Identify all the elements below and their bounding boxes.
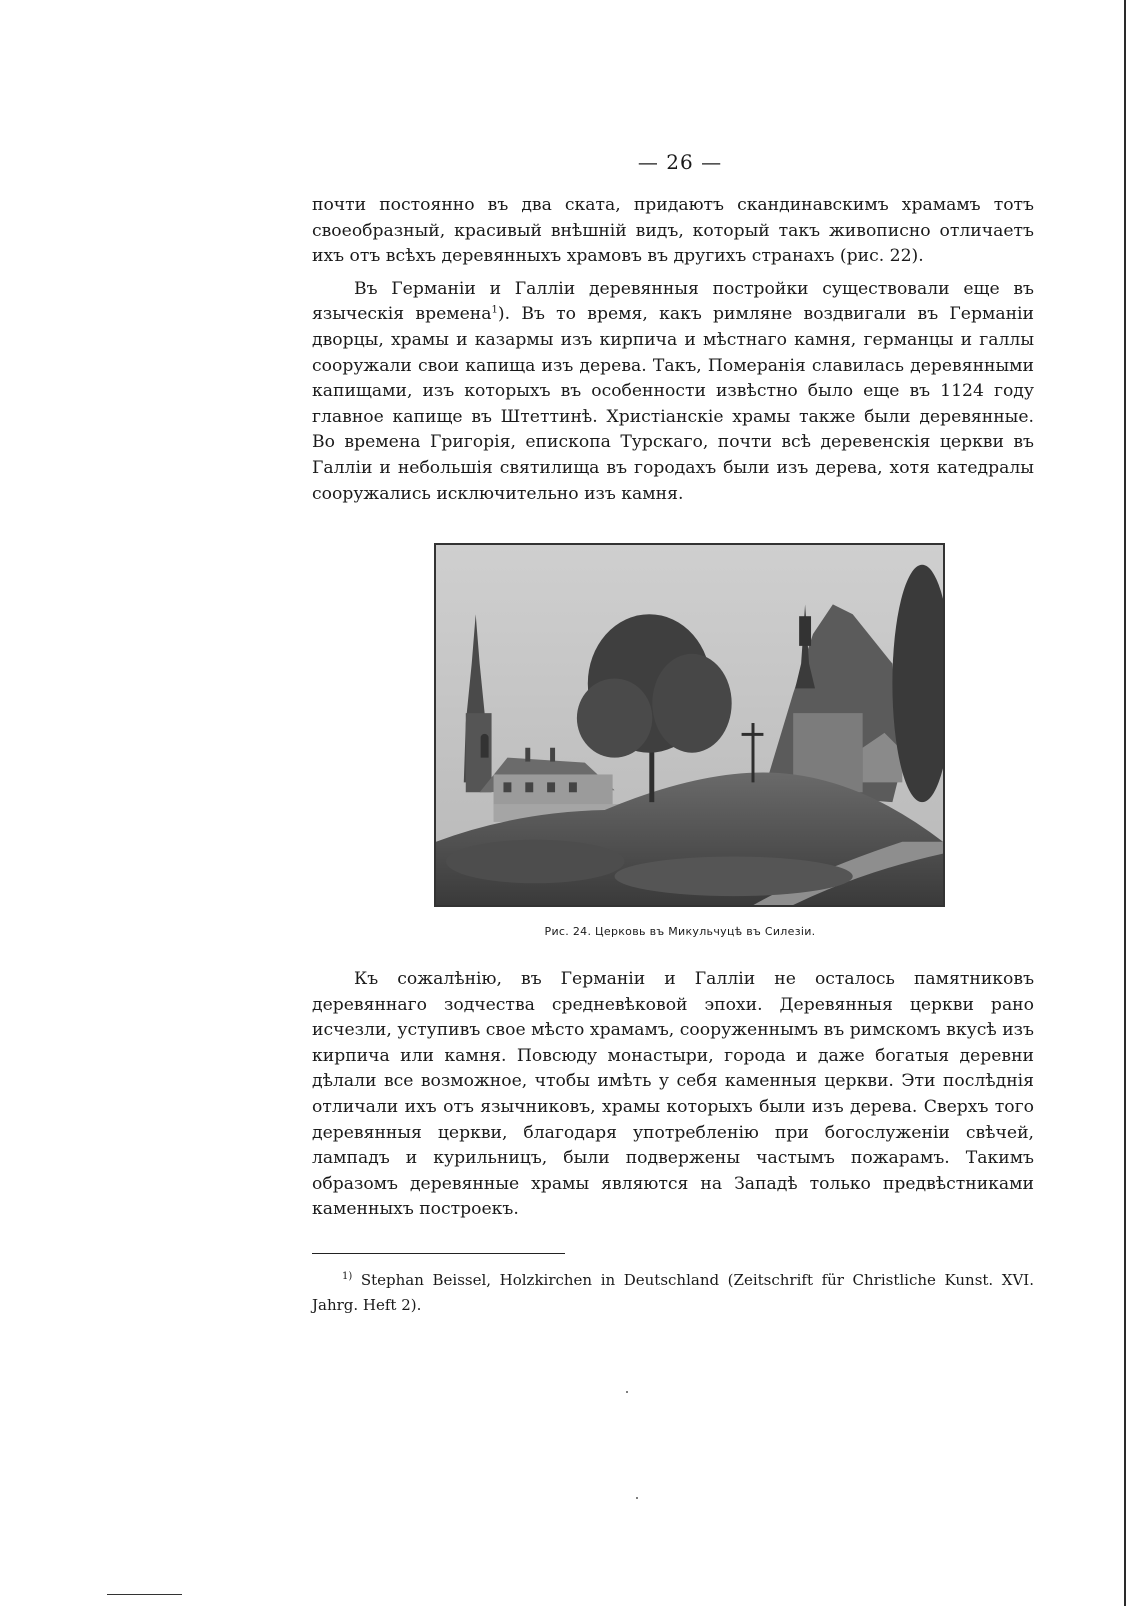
paragraph-3: Къ сожалѣнію, въ Германіи и Галліи не осталось памятниковъ деревяннаго зодчества средневѣковой эпохи. Деревянныя церкви рано исчезли, уступивъ свое мѣсто храмамъ, сооруженнымъ въ римскомъ вкусѣ изъ кирпича или камня. Повсюду монастыри, города и даже богатыя деревни дѣлали все возможное, чтобы имѣть у себя каменныя церкви. Эти послѣднія отличали ихъ отъ язычниковъ, храмы которыхъ были изъ дерева. Сверхъ того деревянныя церкви, благодаря употребленію при богослуженіи свѣчей, лампадъ и курильницъ, были подвержены частымъ пожарамъ. Такимъ образомъ деревянные храмы являются на Западѣ только предвѣстниками каменныхъ построекъ. [312, 969, 1034, 1220]
scan-edge-line [1124, 0, 1126, 1606]
footnote-marker: 1) [342, 1271, 353, 1282]
scan-speck [626, 1391, 628, 1393]
paragraph-1: почти постоянно въ два ската, придаютъ скандинавскимъ храмамъ тотъ своеобразный, красивый внѣшній видъ, который такъ живописно отличаетъ ихъ отъ всѣхъ деревянныхъ храмовъ въ другихъ странахъ (рис. 22). [312, 195, 1034, 267]
paragraph-2-start: Въ Германіи и Галліи деревянныя постройки существовали еще въ языческія времена [312, 278, 1034, 325]
footnote-divider [312, 1253, 565, 1254]
footnote-text: Stephan Beissel, Holzkirchen in Deutschland (Zeitschrift für Christliche Kunst. XVI. Jahrg. Heft 2). [312, 1271, 1034, 1314]
page-number: — 26 — [637, 150, 723, 174]
church-illustration [436, 545, 943, 905]
footnote-reference[interactable]: 1 [491, 304, 498, 316]
scan-mark [107, 1594, 182, 1595]
figure-caption: Рис. 24. Церковь въ Микульчуцѣ въ Силезіи. [544, 925, 816, 938]
paragraph-2 [312, 277, 1034, 507]
paragraph-2-rest: ). Въ то время, какъ римляне воздвигали въ Германіи дворцы, храмы и казармы изъ кирпича и мѣстнаго камня, германцы и галлы сооружали свои капища изъ дерева. Такъ, Померанія славилась деревянными капищами, изъ которыхъ въ особенности извѣстно было еще въ 1124 году главное капище въ Штеттинѣ. Христіанскіе храмы также были деревянные. Во времена Григорія, епископа Турскаго, почти всѣ деревенскія церкви въ Галліи и небольшія святилища въ городахъ были изъ дерева, хотя катедралы сооружались исключительно изъ камня. [312, 304, 1034, 504]
church-photograph [434, 543, 945, 907]
top-text-block [312, 193, 1034, 507]
bottom-text-block [312, 967, 1034, 1223]
footnote [312, 1268, 1034, 1318]
scan-speck [636, 1497, 638, 1499]
